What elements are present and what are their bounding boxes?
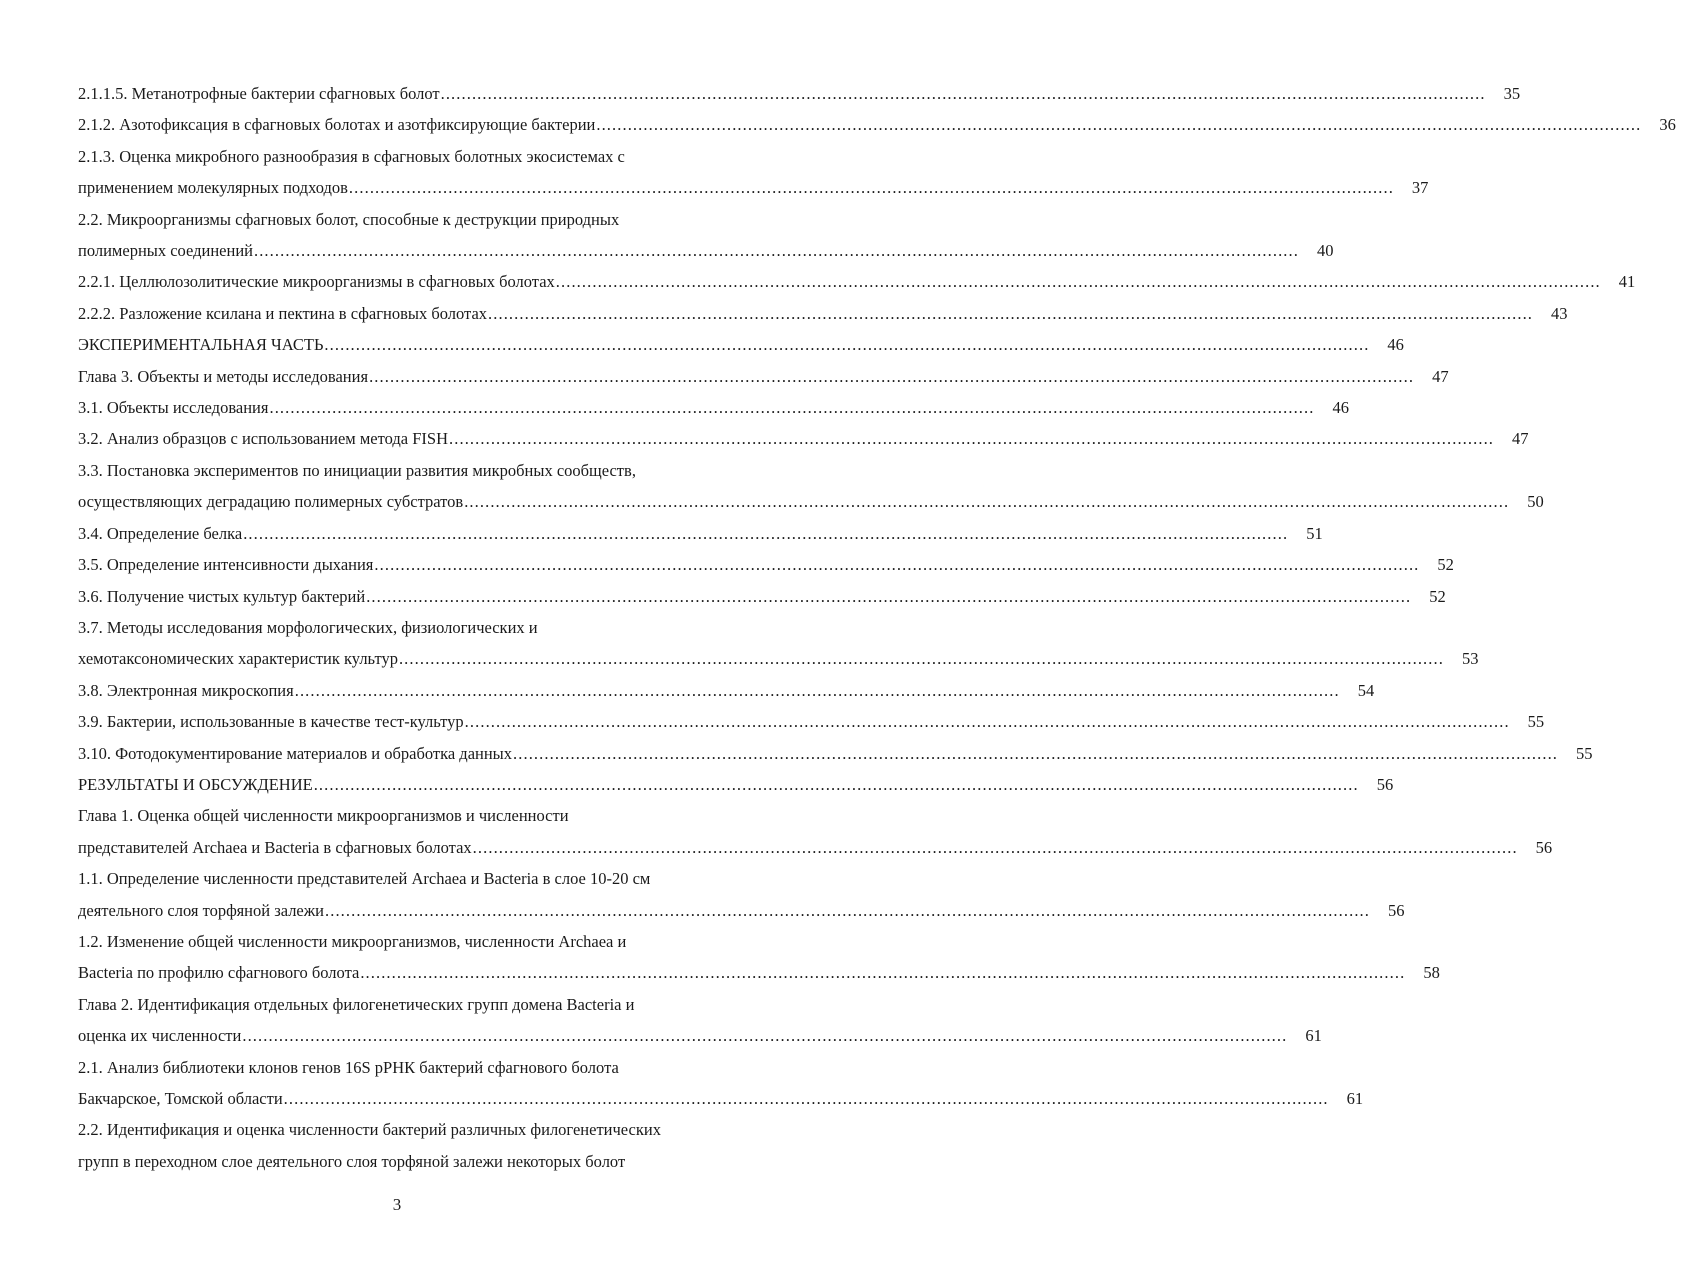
toc-entry-title: 3.2. Анализ образцов с использованием метода FISH [78,429,449,449]
toc-entry [78,1114,718,1177]
toc-entry-page: 36 [1659,115,1676,135]
toc-entry-title-line1: 1.2. Изменение общей численности микроорганизмов, численности Archaea и [78,931,627,951]
toc-entry-title: 3.1. Объекты исследования [78,398,269,418]
toc-entry-page: 55 [1576,743,1593,763]
toc-entry-title: оценка их численности [78,1026,242,1046]
dot-leader: ........................................................................................................................................................................................................ [488,303,1534,323]
toc-entry [78,266,1636,297]
toc-entry-page: 58 [1423,963,1440,983]
toc-entry-page: 61 [1346,1089,1364,1108]
dot-leader: ........................................................................................................................................................................................................ [313,774,1359,794]
dot-leader: ........................................................................................................................................................................................................ [243,523,1289,543]
dot-leader: ........................................................................................................................................................................................................ [325,900,1370,920]
toc-entry-title: 3.9. Бактерии, использованные в качестве тест-культур [78,712,464,732]
dot-leader: ........................................................................................................................................................................................................ [324,335,1370,355]
dot-leader: ........................................................................................................................................................................................................ [269,398,1315,418]
toc-entry-page: 47 [1512,429,1529,449]
toc-entry [78,675,1375,706]
toc-entry-page: 52 [1429,586,1446,606]
toc-entry-page: 47 [1432,366,1449,386]
toc-entry-title: полимерных соединений [78,241,253,261]
toc-entry-page: 46 [1387,335,1404,355]
toc-entry [78,549,1454,580]
toc-entry-title: 3.8. Электронная микроскопия [78,680,294,700]
toc-entry-page: 41 [1618,272,1636,292]
toc-entry-page: 56 [1535,837,1553,857]
dot-leader: ........................................................................................................................................................................................................ [360,963,1406,983]
toc-entry-title-line1: 2.2. Микроорганизмы сфагновых болот, способные к деструкции природных [78,209,620,229]
dot-leader: ........................................................................................................................................................................................................ [472,837,1518,857]
toc-entry-page: 56 [1376,774,1394,794]
toc-entry [78,989,1322,1052]
dot-leader: ........................................................................................................................................................................................................ [366,586,1412,606]
toc-entry-title: 3.10. Фотодокументирование материалов и обработка данных [78,743,513,763]
toc-entry-title: 3.5. Определение интенсивности дыхания [78,555,374,575]
dot-leader: ........................................................................................................................................................................................................ [374,555,1420,575]
dot-leader: ........................................................................................................................................................................................................ [513,743,1559,763]
toc-entry [78,423,1529,454]
dot-leader: ........................................................................................................................................................................................................ [348,178,1394,198]
toc-entry [78,706,1545,737]
toc-entry-title-line1: 2.2. Идентификация и оценка численности бактерий различных филогенетических [78,1120,661,1140]
dot-leader: ........................................................................................................................................................................................................ [294,680,1340,700]
toc-entry [78,109,1676,140]
dot-leader: ........................................................................................................................................................................................................ [253,241,1299,261]
toc-entry [78,738,1593,769]
toc-entry-page: 56 [1388,900,1405,920]
toc-entry-title-line2: групп в переходном слое деятельного слоя торфяной залежи некоторых болот [78,1151,626,1171]
toc-entry-title: Глава 3. Объекты и методы исследования [78,366,369,386]
toc-entry-title: 2.1.2. Азотофиксация в сфагновых болотах и азотфиксирующие бактерии [78,115,596,135]
toc-entry [78,612,1479,675]
toc-entry-page: 53 [1461,649,1479,669]
toc-entry-title: деятельного слоя торфяной залежи [78,900,324,920]
dot-leader: ........................................................................................................................................................................................................ [283,1089,1329,1108]
toc-entry-page: 46 [1332,398,1349,418]
toc-entry-title: 2.2.1. Целлюлозолитические микроорганизмы в сфагновых болотах [78,272,555,292]
toc-entry-title: 3.4. Определение белка [78,523,243,543]
dot-leader: ........................................................................................................................................................................................................ [464,492,1510,512]
toc-entry-title: 2.2.2. Разложение ксилана и пектина в сфагновых болотах [78,303,488,323]
table-of-contents [78,78,1676,1177]
toc-entry-title: применением молекулярных подходов [78,178,348,198]
toc-entry [78,581,1446,612]
toc-entry-title: Bacteria по профилю сфагнового болота [78,963,360,983]
toc-entry [78,329,1404,360]
toc-entry-title: хемотаксономических характеристик культур [78,649,398,669]
toc-entry [78,455,1544,518]
toc-entry [78,1052,1364,1115]
toc-entry-title: Бакчарское, Томской области [78,1089,283,1108]
dot-leader: ........................................................................................................................................................................................................ [449,429,1495,449]
dot-leader: ........................................................................................................................................................................................................ [596,115,1642,135]
toc-entry-page: 61 [1305,1026,1322,1046]
toc-entry-page: 52 [1437,555,1454,575]
toc-entry [78,298,1568,329]
toc-entry-title-line1: 2.1. Анализ библиотеки клонов генов 16S рРНК бактерий сфагнового болота [78,1057,619,1077]
toc-entry [78,361,1449,392]
dot-leader: ........................................................................................................................................................................................................ [464,712,1510,732]
dot-leader: ........................................................................................................................................................................................................ [555,272,1601,292]
toc-entry-title-line1: Глава 2. Идентификация отдельных филогенетических групп домена Bacteria и [78,994,635,1014]
toc-entry-page: 51 [1306,523,1323,543]
toc-entry-page: 50 [1527,492,1544,512]
toc-entry-title-line1: 2.1.3. Оценка микробного разнообразия в сфагновых болотных экосистемах с [78,146,625,166]
toc-entry [78,800,1553,863]
dot-leader: ........................................................................................................................................................................................................ [398,649,1444,669]
toc-entry-title-line1: 1.1. Определение численности представителей Archaea и Bacteria в слое 10-20 см [78,869,651,889]
toc-entry-title-line1: 3.3. Постановка экспериментов по инициации развития микробных сообществ, [78,460,636,480]
toc-entry [78,141,1429,204]
toc-section-heading: ЭКСПЕРИМЕНТАЛЬНАЯ ЧАСТЬ [78,335,324,355]
toc-section-heading: РЕЗУЛЬТАТЫ И ОБСУЖДЕНИЕ [78,774,313,794]
toc-entry-page: 55 [1527,712,1545,732]
toc-entry-page: 40 [1316,241,1334,261]
toc-entry [78,863,1405,926]
toc-entry [78,392,1349,423]
toc-entry-title: 3.6. Получение чистых культур бактерий [78,586,366,606]
toc-entry [78,78,1521,109]
toc-entry-title: представителей Archaea и Bacteria в сфагновых болотах [78,837,472,857]
toc-entry-title: 2.1.1.5. Метанотрофные бактерии сфагновых болот [78,84,440,103]
toc-entry [78,204,1334,267]
toc-entry [78,769,1394,800]
toc-entry [78,926,1440,989]
toc-entry-page: 37 [1411,178,1429,198]
toc-entry-title-line1: 3.7. Методы исследования морфологических, физиологических и [78,617,538,637]
toc-entry-title-line1: Глава 1. Оценка общей численности микроорганизмов и численности [78,806,569,826]
page-number: 3 [392,1195,402,1214]
toc-entry-page: 54 [1357,680,1375,700]
toc-entry-page: 43 [1551,303,1568,323]
toc-entry-page: 35 [1503,84,1521,103]
dot-leader: ........................................................................................................................................................................................................ [440,84,1486,103]
dot-leader: ........................................................................................................................................................................................................ [242,1026,1288,1046]
toc-entry-title: осуществляющих деградацию полимерных субстратов [78,492,464,512]
toc-entry [78,518,1323,549]
dot-leader: ........................................................................................................................................................................................................ [369,366,1415,386]
